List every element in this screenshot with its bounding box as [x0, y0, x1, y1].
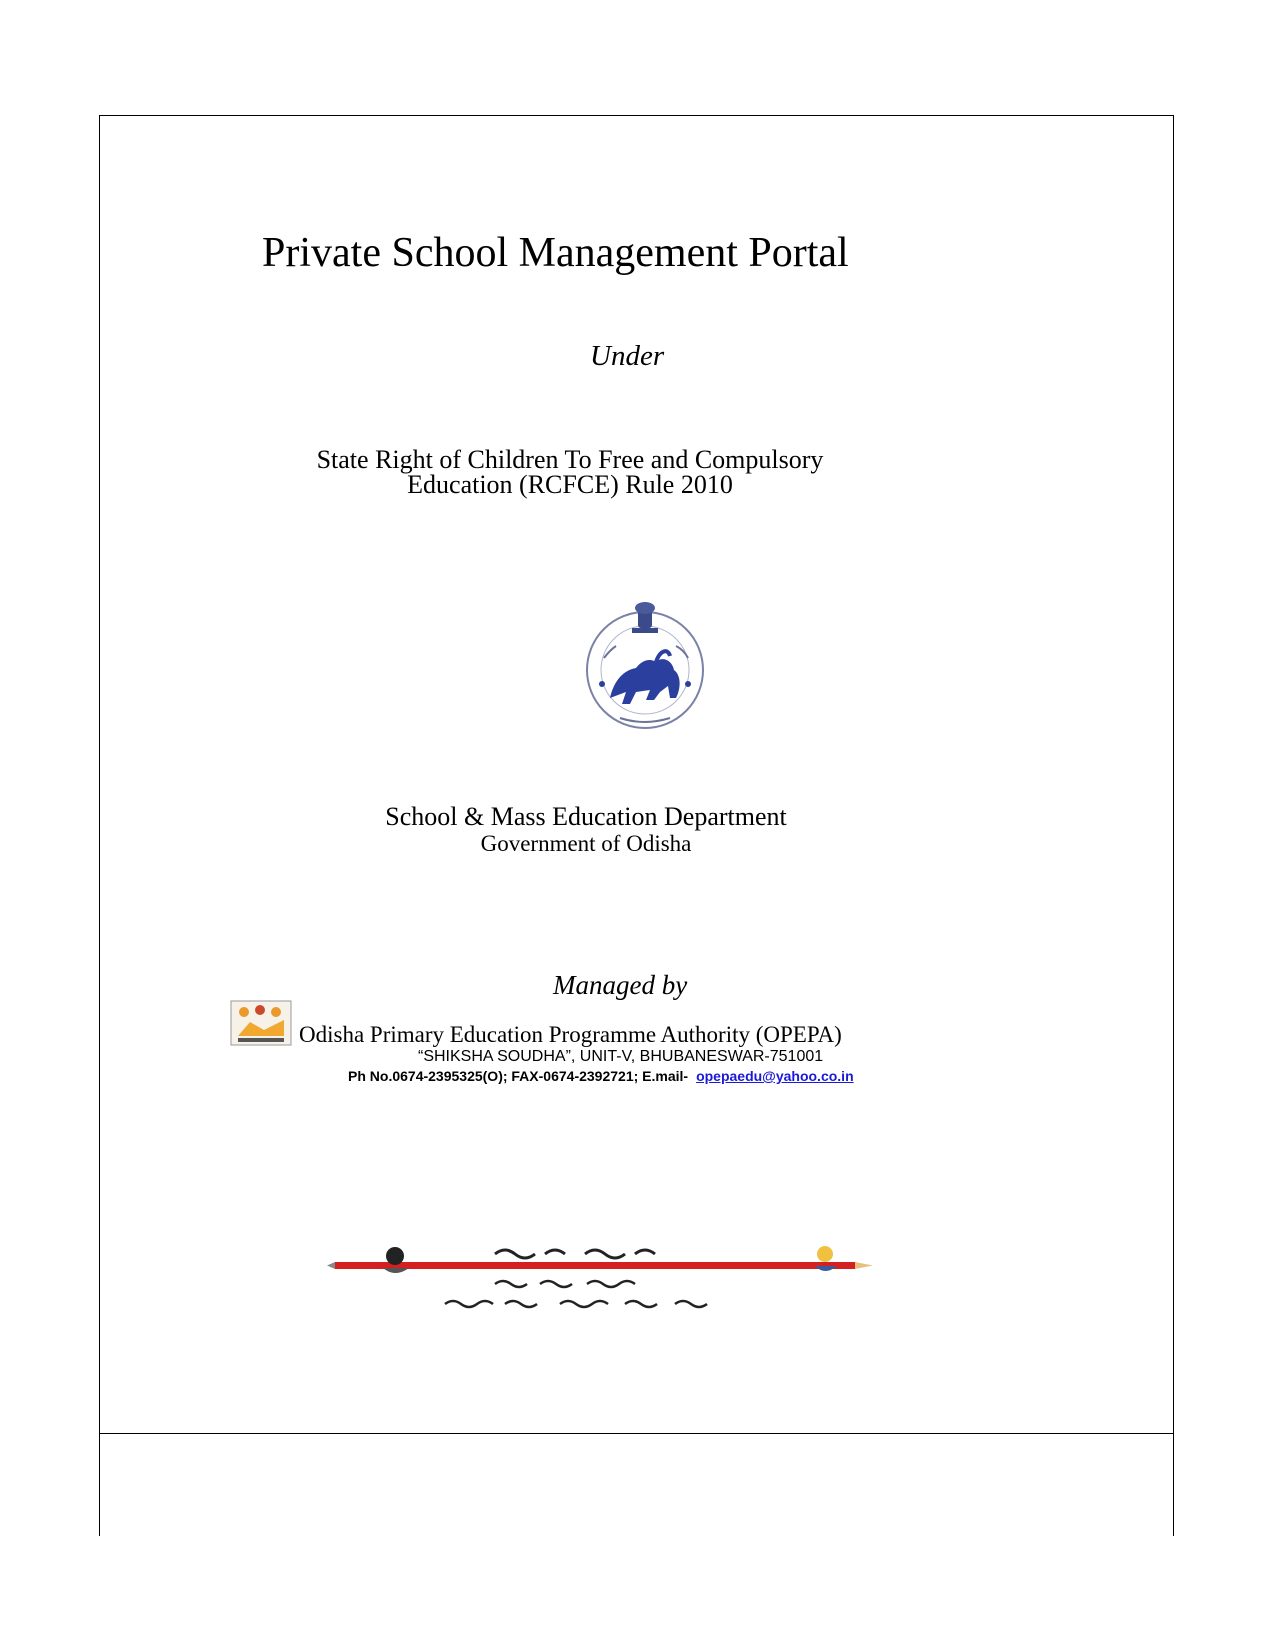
managed-by-label: Managed by — [553, 970, 688, 1000]
authority-name: Odisha Primary Education Programme Authority (OPEPA) — [299, 1022, 842, 1047]
authority-address: “SHIKSHA SOUDHA”, UNIT-V, BHUBANESWAR-751001 — [418, 1048, 824, 1065]
rule-heading — [300, 447, 840, 497]
rule-line-1: State Right of Children To Free and Compulsory — [316, 445, 824, 474]
emblem-icon — [580, 600, 710, 735]
frame-right-border — [1173, 115, 1174, 1536]
page-title: Private School Management Portal — [262, 230, 849, 276]
shiksha-adhikar-banner — [325, 1242, 885, 1314]
contact-line — [348, 1068, 854, 1084]
rule-line-2: Education (RCFCE) Rule 2010 — [407, 470, 733, 499]
contact-text: Ph No.0674-2395325(O); FAX-0674-2392721; E.mail- — [348, 1068, 689, 1084]
government-name: Government of Odisha — [480, 831, 692, 856]
frame-divider — [99, 1433, 1174, 1434]
department-name: School & Mass Education Department — [385, 802, 787, 831]
state-emblem — [580, 600, 710, 735]
opepa-logo-icon — [230, 1000, 292, 1046]
frame-top-border — [99, 115, 1174, 116]
banner-icon — [325, 1242, 885, 1314]
frame-left-border — [99, 115, 100, 1536]
opepa-logo — [230, 1000, 292, 1046]
under-label: Under — [590, 340, 665, 372]
email-link[interactable]: opepaedu@yahoo.co.in — [696, 1068, 854, 1084]
